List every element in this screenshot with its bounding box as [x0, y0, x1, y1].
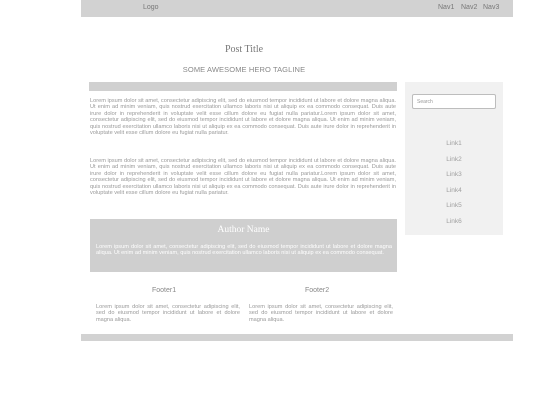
- footer-text-2: Lorem ipsum dolor sit amet, consectetur adipiscing elit, sed do eiusmod tempor incididunt ut labore et dolore magna aliqua.: [249, 304, 393, 323]
- sidebar-link-2[interactable]: Link2: [446, 155, 462, 163]
- body-paragraph-2: Lorem ipsum dolor sit amet, consectetur adipiscing elit, sed do eiusmod tempor incididunt ut labore et dolore magna aliqua. Ut enim ad minim veniam, quis nostrud exercitation ullamco laboris nisi ut aliquip ex ea commodo consequat. Duis aute irure dolor in reprehenderit in voluptate velit esse cillum dolore eu fugiat nulla pariatur.Lorem ipsum dolor sit amet, consectetur adipiscing elit, sed do eiusmod tempor incididunt ut labore et dolore magna aliqua. Ut enim ad minim veniam, quis nostrud exercitation ullamco laboris nisi ut aliquip ex ea commodo consequat. Duis aute irure dolor in reprehenderit in voluptate velit esse cillum dolore eu fugiat nulla pariatur.: [90, 158, 396, 197]
- post-title: Post Title: [224, 44, 264, 55]
- hero-image-placeholder: [89, 82, 397, 91]
- footer-title-2: Footer2: [305, 287, 330, 294]
- page-frame: [81, 0, 513, 341]
- sidebar-link-6[interactable]: Link6: [446, 217, 462, 225]
- nav-link-2[interactable]: Nav2: [461, 4, 478, 11]
- footer-text-1: Lorem ipsum dolor sit amet, consectetur adipiscing elit, sed do eiusmod tempor incididunt ut labore et dolore magna aliqua.: [96, 304, 240, 323]
- bottom-bar: [81, 334, 513, 341]
- author-bio: Lorem ipsum dolor sit amet, consectetur adipiscing elit, sed do eiusmod tempor incididunt ut labore et dolore magna aliqua. Ut enim ad minim veniam, quis nostrud exercitation ullamco laboris nisi ut aliquip ex ea commodo consequat.: [96, 244, 392, 257]
- nav-link-3[interactable]: Nav3: [483, 4, 500, 11]
- logo[interactable]: Logo: [143, 4, 159, 11]
- sidebar-link-4[interactable]: Link4: [446, 186, 462, 194]
- footer-title-1: Footer1: [152, 287, 177, 294]
- author-box: [90, 219, 397, 272]
- sidebar-link-3[interactable]: Link3: [446, 171, 462, 178]
- author-name: Author Name: [217, 225, 270, 235]
- sidebar-link-1[interactable]: Link1: [446, 140, 462, 147]
- top-nav-bar: [81, 0, 513, 17]
- sidebar-links: [405, 140, 503, 233]
- search-input[interactable]: [412, 94, 496, 109]
- sidebar-link-5[interactable]: Link5: [446, 202, 462, 209]
- body-paragraph-1: Lorem ipsum dolor sit amet, consectetur adipiscing elit, sed do eiusmod tempor incididunt ut labore et dolore magna aliqua. Ut enim ad minim veniam, quis nostrud exercitation ullamco laboris nisi ut aliquip ex ea commodo consequat. Duis aute irure dolor in reprehenderit in voluptate velit esse cillum dolore eu fugiat nulla pariatur.Lorem ipsum dolor sit amet, consectetur adipiscing elit, sed do eiusmod tempor incididunt ut labore et dolore magna aliqua. Ut enim ad minim veniam, quis nostrud exercitation ullamco laboris nisi ut aliquip ex ea commodo consequat. Duis aute irure dolor in reprehenderit in voluptate velit esse cillum dolore eu fugiat nulla pariatur.: [90, 98, 396, 137]
- sidebar: [405, 82, 503, 235]
- hero-tagline: SOME AWESOME HERO TAGLINE: [182, 65, 306, 74]
- nav-link-1[interactable]: Nav1: [438, 4, 455, 11]
